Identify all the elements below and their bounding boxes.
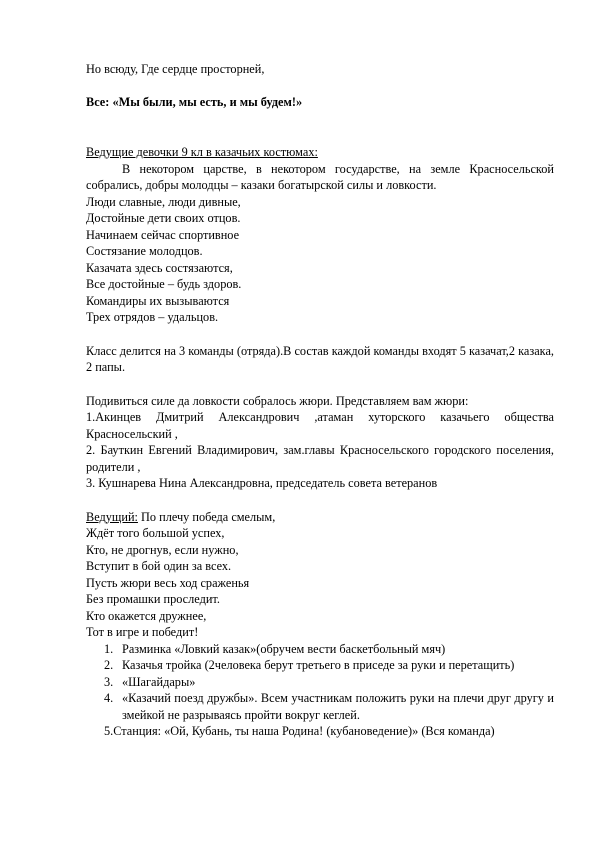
- document-page: [86, 61, 554, 740]
- contest-list: [86, 641, 554, 724]
- verse-line: Люди славные, люди дивные,: [86, 194, 241, 209]
- verse-line: Все достойные – будь здоров.: [86, 277, 242, 291]
- verse-line: Ждёт того большой успех,: [86, 526, 225, 540]
- list-number: 1.: [104, 641, 114, 656]
- all-chorus-label: Все:: [86, 94, 110, 109]
- list-item-text: Разминка «Ловкий казак»(обручем вести баскетбольный мяч): [122, 641, 446, 656]
- verse-line: Командиры их вызываются: [86, 293, 230, 308]
- list-number: 3.: [104, 674, 114, 689]
- list-item: [86, 690, 554, 723]
- intro-line: Но всюду, Где сердце просторней,: [86, 62, 265, 76]
- hosts-verse: [86, 194, 554, 326]
- list-item-text: «Шагайдары»: [122, 674, 196, 689]
- verse-line: Тот в игре и победит!: [86, 625, 199, 639]
- list-item-text: Казачья тройка (2человека берут третьего в приседе за руки и перетащить): [122, 658, 515, 672]
- host2-verse: [86, 525, 554, 641]
- list-number: 2.: [104, 658, 114, 672]
- all-chorus-line: [86, 94, 554, 111]
- list-item: [86, 657, 554, 674]
- verse-line: Состязание молодцов.: [86, 244, 203, 258]
- verse-line: Начинаем сейчас спортивное: [86, 227, 240, 242]
- verse-line: Достойные дети своих отцов.: [86, 211, 241, 225]
- verse-line: Кто окажется дружнее,: [86, 608, 207, 623]
- all-chorus-text: «Мы были, мы есть, и мы будем!»: [109, 94, 303, 109]
- verse-line: Кто, не дрогнув, если нужно,: [86, 542, 239, 557]
- teams-paragraph: Класс делится на 3 команды (отряда).В состав каждой команды входят 5 казачат,2 казака, 2 папы.: [86, 343, 554, 374]
- jury-intro: Подивиться силе да ловкости собралось жюри. Представляем вам жюри:: [86, 393, 469, 408]
- contest-5: 5.Станция: «Ой, Кубань, ты наша Родина! (кубановедение)» (Вся команда): [104, 724, 495, 738]
- verse-line: Трех отрядов – удальцов.: [86, 310, 219, 324]
- verse-line: Пусть жюри весь ход сраженья: [86, 575, 250, 590]
- jury-member: 2. Бауткин Евгений Владимирович, зам.главы Красносельского городского поселения, родители ,: [86, 443, 554, 474]
- list-item: [86, 674, 554, 691]
- host2-label: Ведущий:: [86, 509, 138, 524]
- list-item-text: «Казачий поезд дружбы». Всем участникам положить руки на плечи друг другу и змейкой не разрываясь пройти вокруг кеглей.: [122, 691, 554, 722]
- host2-text: По плечу победа смелым,: [137, 509, 276, 524]
- list-number: 4.: [104, 691, 114, 705]
- hosts-paragraph: В некотором царстве, в некотором государстве, на земле Красносельской собрались, добры молодцы – казаки богатырской силы и ловкости.: [86, 161, 554, 192]
- verse-line: Без промашки проследит.: [86, 592, 220, 606]
- verse-line: Вступит в бой один за всех.: [86, 559, 232, 573]
- list-item: [86, 641, 554, 658]
- host2-first-line: [86, 509, 554, 526]
- verse-line: Казачата здесь состязаются,: [86, 260, 233, 275]
- jury-member: 1.Акинцев Дмитрий Александрович ,атаман хуторского казачьего общества Красносельский ,: [86, 410, 554, 441]
- jury-member: 3. Кушнарева Нина Александровна, председатель совета ветеранов: [86, 476, 438, 490]
- hosts-heading: Ведущие девочки 9 кл в казачьих костюмах:: [86, 145, 318, 159]
